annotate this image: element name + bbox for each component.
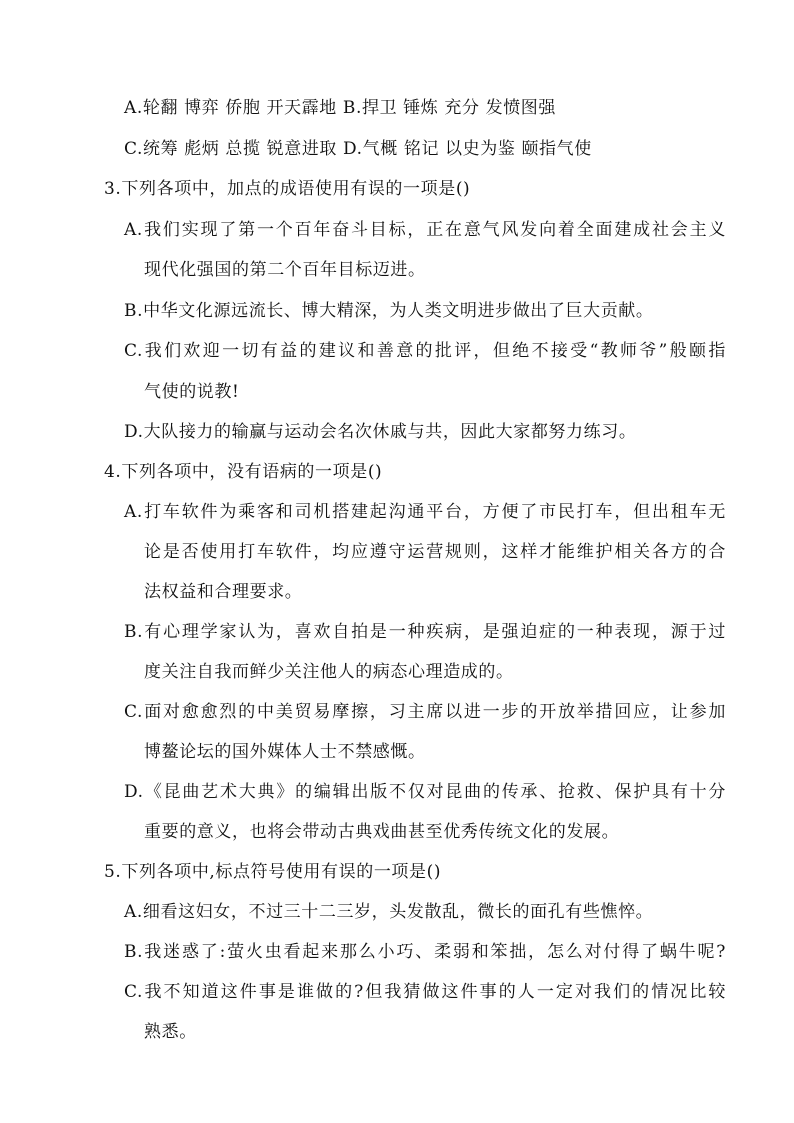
q5-option-c-line1: C.我不知道这件事是谁做的?但我猜做这件事的人一定对我们的情况比较 (124, 982, 726, 1002)
q3-option-b: B.中华文化源远流长、博大精深，为人类文明进步做出了巨大贡献。 (124, 301, 654, 321)
q4-option-a-line2: 论是否使用打车软件，均应遵守运营规则，这样才能维护相关各方的合 (144, 542, 726, 562)
q5-option-b: B.我迷惑了:萤火虫看起来那么小巧、柔弱和笨拙，怎么对付得了蜗牛呢? (124, 942, 726, 962)
q4-option-a-line1: A.打车软件为乘客和司机搭建起沟通平台，方便了市民打车，但出租车无 (124, 502, 726, 522)
q5-option-a: A.细看这妇女，不过三十二三岁，头发散乱，微长的面孔有些憔悴。 (124, 902, 654, 922)
q4-option-a-line3: 法权益和合理要求。 (144, 582, 303, 602)
q5-option-c-line2: 熟悉。 (144, 1022, 197, 1042)
q3-option-d: D.大队接力的输赢与运动会名次休戚与共，因此大家都努力练习。 (124, 422, 637, 442)
q3-option-a-line1: A.我们实现了第一个百年奋斗目标，正在意气风发向着全面建成社会主义 (124, 220, 726, 240)
q4-option-b-line1: B.有心理学家认为，喜欢自拍是一种疾病，是强迫症的一种表现，源于过 (124, 622, 726, 642)
q4-option-c-line2: 博鳌论坛的国外媒体人士不禁感慨。 (144, 742, 426, 762)
question-3-stem: 3.下列各项中，加点的成语使用有误的一项是() (104, 179, 471, 199)
q4-option-d-line1: D.《昆曲艺术大典》的编辑出版不仅对昆曲的传承、抢救、保护具有十分 (124, 782, 726, 802)
q4-option-b-line2: 度关注自我而鲜少关注他人的病态心理造成的。 (144, 662, 514, 682)
q3-option-a-line2: 现代化强国的第二个百年目标迈进。 (144, 260, 426, 280)
q3-option-c-line2: 气使的说教! (144, 382, 240, 402)
q4-option-d-line2: 重要的意义，也将会带动古典戏曲甚至优秀传统文化的发展。 (144, 822, 620, 842)
q2-options-c-d: C.统筹 彪炳 总揽 锐意进取 D.气概 铭记 以史为鉴 颐指气使 (124, 139, 592, 159)
q2-options-a-b: A.轮翻 博弈 侨胞 开天霹地 B.捍卫 锤炼 充分 发愤图强 (124, 98, 557, 118)
q3-option-c-line1: C.我们欢迎一切有益的建议和善意的批评，但绝不接受“教师爷”般颐指 (124, 341, 726, 361)
q4-option-c-line1: C.面对愈愈烈的中美贸易摩擦，习主席以进一步的开放举措回应，让参加 (124, 702, 726, 722)
question-4-stem: 4.下列各项中，没有语病的一项是() (104, 462, 383, 482)
question-5-stem: 5.下列各项中,标点符号使用有误的一项是() (104, 862, 442, 882)
